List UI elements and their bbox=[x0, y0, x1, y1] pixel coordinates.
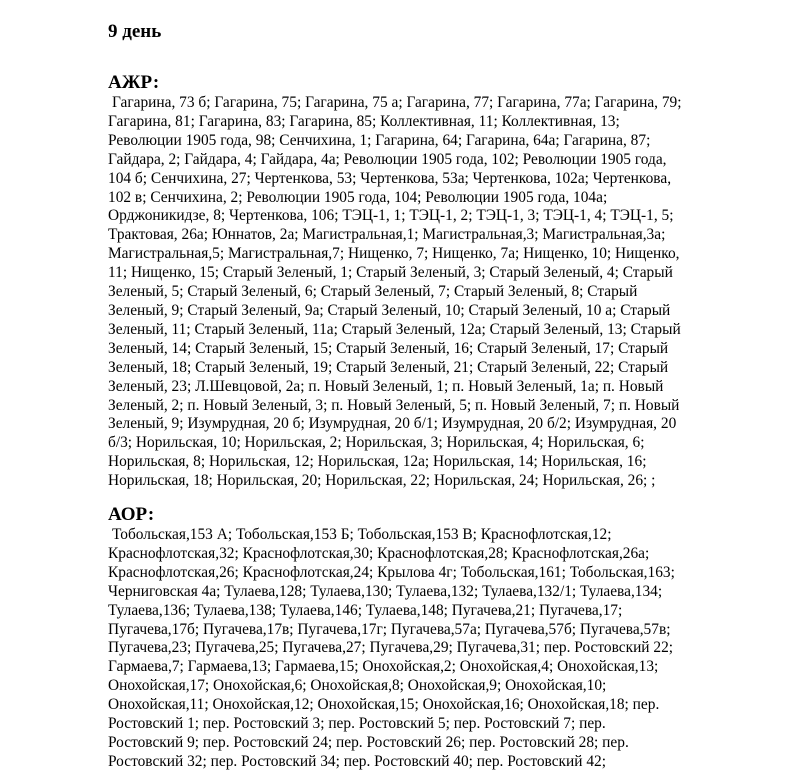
section-heading: АЖР: bbox=[108, 72, 160, 93]
address-line: Зеленый, 23; Л.Шевцовой, 2а; п. Новый Зеленый, 1; п. Новый Зеленый, 1а; п. Новый bbox=[108, 377, 664, 395]
address-list bbox=[108, 94, 738, 491]
address-line: Гагарина, 81; Гагарина, 83; Гагарина, 85; Коллективная, 11; Коллективная, 13; bbox=[108, 112, 620, 130]
address-line: Зеленый, 9; Старый Зеленый, 9а; Старый Зеленый, 10; Старый Зеленый, 10 а; Старый bbox=[108, 301, 671, 319]
address-line: 102 в; Сенчихина, 2; Революции 1905 года, 104; Революции 1905 года, 104а; bbox=[108, 188, 608, 206]
address-line: б/3; Норильская, 10; Норильская, 2; Норильская, 3; Норильская, 4; Норильская, 6; bbox=[108, 434, 645, 452]
address-line: Тулаева,136; Тулаева,138; Тулаева,146; Тулаева,148; Пугачева,21; Пугачева,17; bbox=[108, 601, 623, 619]
address-line: Магистральная,5; Магистральная,7; Нищенко, 7; Нищенко, 7а; Нищенко, 10; Нищенко, bbox=[108, 245, 680, 263]
section-aor bbox=[108, 504, 738, 772]
address-line: Онохойская,11; Онохойская,12; Онохойская,15; Онохойская,16; Онохойская,18; пер. bbox=[108, 696, 660, 714]
address-line: Гайдара, 2; Гайдара, 4; Гайдара, 4а; Революции 1905 года, 102; Революции 1905 года, bbox=[108, 150, 667, 168]
address-list bbox=[108, 526, 738, 772]
address-line: Зеленый, 11; Старый Зеленый, 11а; Старый Зеленый, 12а; Старый Зеленый, 13; Старый bbox=[108, 320, 681, 338]
address-line: Норильская, 18; Норильская, 20; Норильская, 22; Норильская, 24; Норильская, 26; ; bbox=[108, 472, 656, 490]
address-line: Зеленый, 2; п. Новый Зеленый, 3; п. Новый Зеленый, 5; п. Новый Зеленый, 7; п. Новый bbox=[108, 396, 680, 414]
address-line: 11; Нищенко, 15; Старый Зеленый, 1; Старый Зеленый, 3; Старый Зеленый, 4; Старый bbox=[108, 264, 673, 282]
address-line: Краснофлотская,32; Краснофлотская,30; Краснофлотская,28; Краснофлотская,26а; bbox=[108, 544, 650, 562]
section-azhr bbox=[108, 72, 738, 491]
address-line: Норильская, 8; Норильская, 12; Норильская, 12а; Норильская, 14; Норильская, 16; bbox=[108, 453, 647, 471]
address-line: Пугачева,17б; Пугачева,17в; Пугачева,17г; Пугачева,57а; Пугачева,57б; Пугачева,57в; bbox=[108, 620, 671, 638]
address-line: Трактовая, 26а; Юннатов, 2а; Магистральная,1; Магистральная,3; Магистральная,3а; bbox=[108, 226, 666, 244]
section-heading: АОР: bbox=[108, 504, 155, 525]
address-line: Онохойская,17; Онохойская,6; Онохойская,8; Онохойская,9; Онохойская,10; bbox=[108, 677, 607, 695]
address-line: Гармаева,7; Гармаева,13; Гармаева,15; Онохойская,2; Онохойская,4; Онохойская,13; bbox=[108, 658, 659, 676]
address-line: Гагарина, 73 б; Гагарина, 75; Гагарина, 75 а; Гагарина, 77; Гагарина, 77а; Гагарина, 79; bbox=[112, 94, 682, 111]
address-line: Зеленый, 9; Изумрудная, 20 б; Изумрудная, 20 б/1; Изумрудная, 20 б/2; Изумрудная, 20 bbox=[108, 415, 677, 433]
address-line: Зеленый, 5; Старый Зеленый, 6; Старый Зеленый, 7; Старый Зеленый, 8; Старый bbox=[108, 283, 638, 301]
address-line: Революции 1905 года, 98; Сенчихина, 1; Гагарина, 64; Гагарина, 64а; Гагарина, 87; bbox=[108, 131, 651, 149]
address-line: Ростовский 32; пер. Ростовский 34; пер. Ростовский 40; пер. Ростовский 42; bbox=[108, 752, 607, 770]
address-line: Черниговская 4а; Тулаева,128; Тулаева,130; Тулаева,132; Тулаева,132/1; Тулаева,134; bbox=[108, 582, 663, 600]
address-line: Тобольская,153 А; Тобольская,153 Б; Тобольская,153 В; Краснофлотская,12; bbox=[112, 526, 612, 543]
address-line: Зеленый, 18; Старый Зеленый, 19; Старый Зеленый, 21; Старый Зеленый, 22; Старый bbox=[108, 358, 669, 376]
address-line: Ростовский 1; пер. Ростовский 3; пер. Ростовский 5; пер. Ростовский 7; пер. bbox=[108, 715, 606, 733]
address-line: Пугачева,23; Пугачева,25; Пугачева,27; Пугачева,29; Пугачева,31; пер. Ростовский 22; bbox=[108, 639, 674, 657]
address-line: Зеленый, 14; Старый Зеленый, 15; Старый Зеленый, 16; Старый Зеленый, 17; Старый bbox=[108, 339, 669, 357]
address-line: Краснофлотская,26; Краснофлотская,24; Крылова 4г; Тобольская,161; Тобольская,163; bbox=[108, 563, 675, 581]
day-title: 9 день bbox=[108, 21, 162, 42]
address-line: Орджоникидзе, 8; Чертенкова, 106; ТЭЦ-1, 1; ТЭЦ-1, 2; ТЭЦ-1, 3; ТЭЦ-1, 4; ТЭЦ-1, 5; bbox=[108, 207, 674, 225]
address-line: Ростовский 9; пер. Ростовский 24; пер. Ростовский 26; пер. Ростовский 28; пер. bbox=[108, 733, 629, 751]
address-line: 104 б; Сенчихина, 27; Чертенкова, 53; Чертенкова, 53а; Чертенкова, 102а; Чертенкова, bbox=[108, 169, 672, 187]
